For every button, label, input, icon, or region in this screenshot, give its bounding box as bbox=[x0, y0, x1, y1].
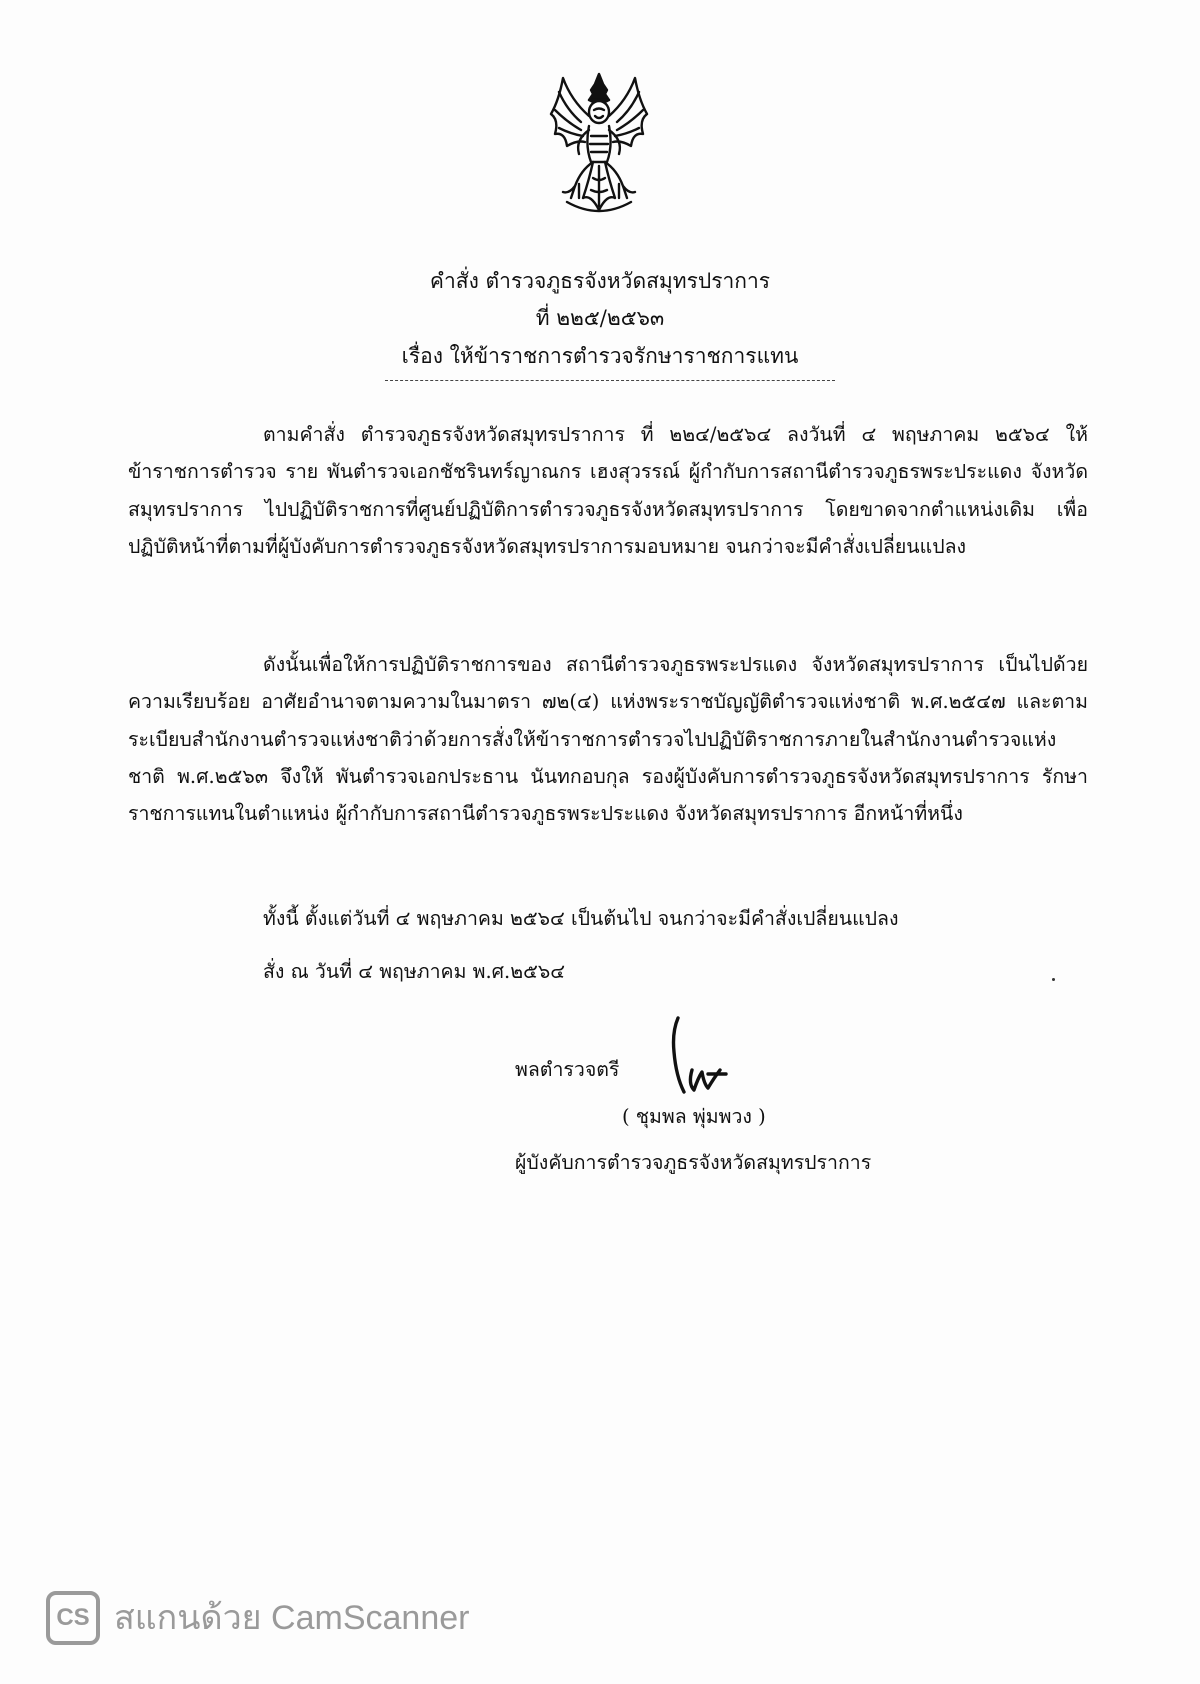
order-title: คำสั่ง ตำรวจภูธรจังหวัดสมุทรปราการ bbox=[429, 269, 771, 293]
signatory-name: ( ชุมพล พุ่มพวง ) bbox=[622, 1105, 766, 1128]
signatory-rank: พลตำรวจตรี bbox=[515, 1058, 620, 1081]
heading-divider bbox=[385, 380, 835, 381]
camscanner-watermark bbox=[46, 1588, 469, 1648]
body-paragraph-1: ตามคำสั่ง ตำรวจภูธรจังหวัดสมุทรปราการ ที่ ๒๒๔/๒๕๖๔ ลงวันที่ ๔ พฤษภาคม ๒๕๖๔ ให้ข้าราชการตำรวจ ราย พันตำรวจเอกชัชรินทร์ญาณกร เฮงสุวรรณ์ ผู้กำกับการสถานีตำรวจภูธรพระประแดง จังหวัดสมุทรปราการ ไปปฏิบัติราชการที่ศูนย์ปฏิบัติการตำรวจภูธรจังหวัดสมุทรปราการ โดยขาดจากตำแหน่งเดิม เพื่อปฏิบัติหน้าที่ตามที่ผู้บังคับการตำรวจภูธรจังหวัดสมุทรปราการมอบหมาย จนกว่าจะมีคำสั่งเปลี่ยนแปลง bbox=[128, 423, 1088, 558]
signatory-position: ผู้บังคับการตำรวจภูธรจังหวัดสมุทรปราการ bbox=[515, 1151, 872, 1174]
effective-date-line: ทั้งนี้ ตั้งแต่วันที่ ๔ พฤษภาคม ๒๕๖๔ เป็นต้นไป จนกว่าจะมีคำสั่งเปลี่ยนแปลง bbox=[263, 907, 899, 930]
order-subject: เรื่อง ให้ข้าราชการตำรวจรักษาราชการแทน bbox=[401, 344, 799, 368]
ordered-on-line: สั่ง ณ วันที่ ๔ พฤษภาคม พ.ศ.๒๕๖๔ bbox=[263, 960, 565, 983]
camscanner-text: สแกนด้วย CamScanner bbox=[114, 1599, 470, 1637]
camscanner-logo-icon: CS bbox=[46, 1591, 100, 1645]
order-number: ที่ ๒๒๕/๒๕๖๓ bbox=[535, 306, 665, 330]
scan-speck bbox=[1052, 978, 1055, 981]
handwritten-signature bbox=[668, 1012, 748, 1102]
garuda-emblem-icon bbox=[545, 70, 653, 220]
body-paragraph-2: ดังนั้นเพื่อให้การปฏิบัติราชการของ สถานีตำรวจภูธรพระปรแดง จังหวัดสมุทรปราการ เป็นไปด้วยความเรียบร้อย อาศัยอำนาจตามความในมาตรา ๗๒(๔) แห่งพระราชบัญญัติตำรวจแห่งชาติ พ.ศ.๒๕๔๗ และตามระเบียบสำนักงานตำรวจแห่งชาติว่าด้วยการสั่งให้ข้าราชการตำรวจไปปฏิบัติราชการภายในสำนักงานตำรวจแห่งชาติ พ.ศ.๒๕๖๓ จึงให้ พันตำรวจเอกประธาน นันทกอบกุล รองผู้บังคับการตำรวจภูธรจังหวัดสมุทรปราการ รักษาราชการแทนในตำแหน่ง ผู้กำกับการสถานีตำรวจภูธรพระประแดง จังหวัดสมุทรปราการ อีกหน้าที่หนึ่ง bbox=[128, 653, 1088, 826]
